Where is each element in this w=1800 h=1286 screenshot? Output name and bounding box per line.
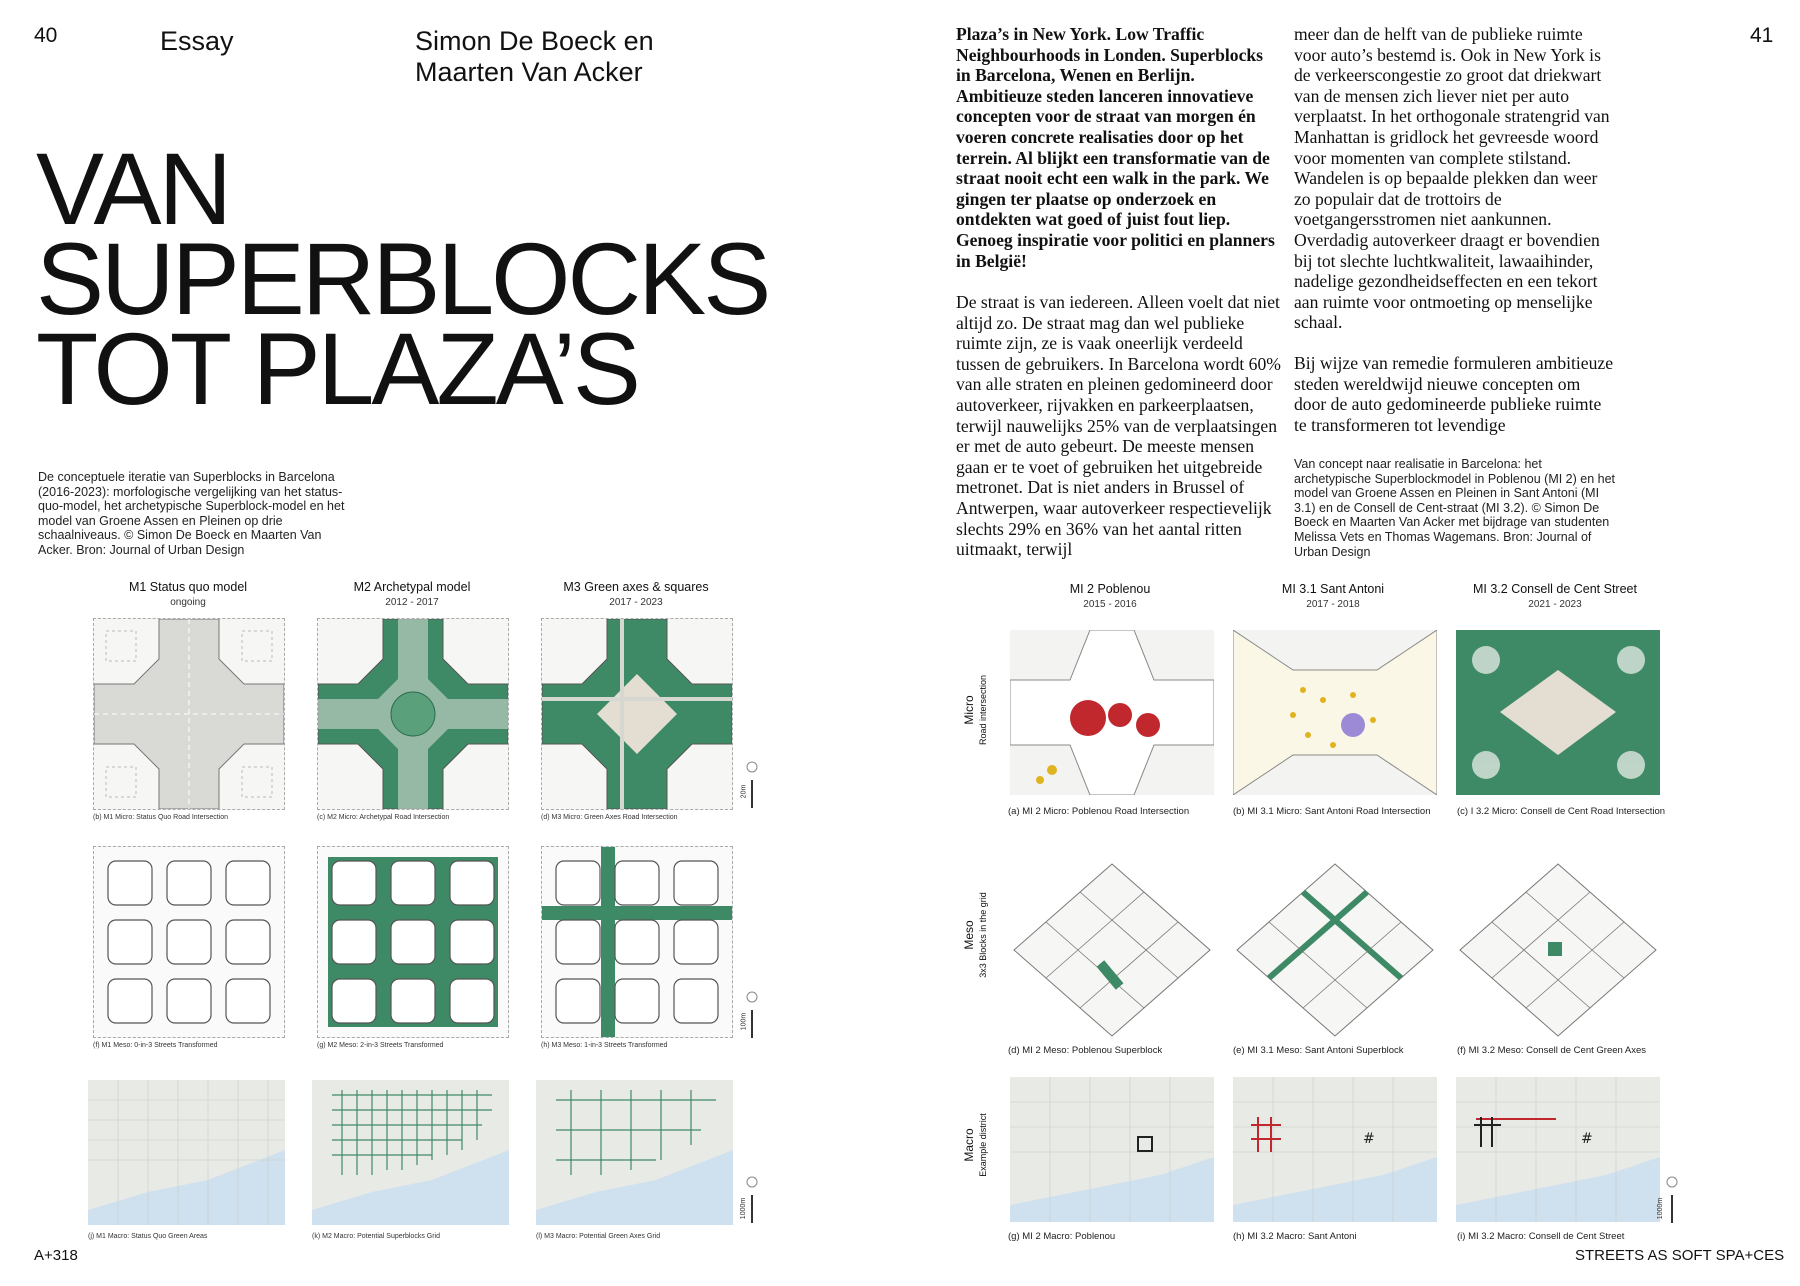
authors [415, 26, 654, 88]
row-label-main: Macro [962, 1128, 976, 1162]
column-header-mi32 [1455, 582, 1655, 612]
column-years: 2017 - 2018 [1306, 599, 1360, 610]
scale-label-20m: 20m [740, 784, 748, 799]
svg-text:#: # [1581, 1131, 1593, 1147]
row-label-main: Micro [962, 695, 976, 725]
mi31-micro-diagram [1233, 630, 1437, 795]
m2-meso-diagram [317, 846, 509, 1038]
title-line-3: TOT PLAZA’S [36, 312, 638, 426]
sublabel-left-r2-3: (h) M3 Meso: 1-in-3 Streets Transformed [541, 1042, 668, 1049]
column-header-m3 [541, 580, 731, 610]
column-header-mi2 [1010, 582, 1210, 612]
mi32-micro-diagram [1456, 630, 1660, 795]
sublabel-left-r1-3: (d) M3 Micro: Green Axes Road Intersection [541, 814, 678, 821]
sublabel-right-r2-3: (f) MI 3.2 Meso: Consell de Cent Green Axes [1457, 1045, 1647, 1056]
column-years: 2015 - 2016 [1083, 599, 1137, 610]
mi32-macro-map [1456, 1077, 1660, 1222]
sublabel-right-r1-2: (b) MI 3.1 Micro: Sant Antoni Road Intersection [1233, 806, 1431, 817]
footer-left: A+318 [34, 1247, 78, 1264]
column-header-m2 [317, 580, 507, 610]
author-line-2: Maarten Van Acker [415, 57, 643, 87]
footer-right: STREETS AS SOFT SPA+CES [1575, 1247, 1785, 1264]
sublabel-right-r1-1: (a) MI 2 Micro: Poblenou Road Intersection [1008, 806, 1190, 817]
sublabel-left-r2-1: (f) M1 Meso: 0-in-3 Streets Transformed [93, 1042, 218, 1049]
m3-meso-diagram [541, 846, 733, 1038]
column-title: M1 Status quo model [128, 580, 248, 594]
lead-paragraph: Plaza’s in New York. Low Traffic Neighbourhoods in Londen. Superblocks in Barcelona, Wenen en Berlijn. Ambitieuze steden lanceren innovatieve concepten voor de straat van morgen én voeren concrete realisaties door op het terrein. Al blijkt een transformatie van de straat nooit echt een walk in the park. We gingen ter plaatse op onderzoek en ontdekten wat goed of juist fout liep. Genoeg inspiratie voor politici en planners in België! [956, 24, 1275, 271]
body-paragraph: meer dan de helft van de publieke ruimte voor auto’s bestemd is. Ook in New York is de verkeerscongestie zo groot dat driekwart van de mensen zich liever niet per auto verplaatst. In het orthogonale stratengrid van Manhattan is gridlock het gevreesde woord voor momenten van complete stilstand. Wandelen is op bepaalde plekken dan weer zo populair dat de trottoirs de voetgangersstromen niet aankunnen. Overdadig autoverkeer draagt er bovendien bij tot slechte luchtkwaliteit, lawaaihinder, nadelige gezondheidseffecten en een tekort aan ruimte voor ontmoeting op menselijke schaal. [1294, 24, 1610, 333]
row-label-sub: Example district [978, 1113, 988, 1177]
m3-micro-diagram [541, 618, 733, 810]
sublabel-right-r3-2: (h) MI 3.2 Macro: Sant Antoni [1233, 1231, 1357, 1242]
column-title: M3 Green axes & squares [563, 580, 709, 594]
section-label: Essay [160, 26, 234, 56]
sublabel-left-r1-2: (c) M2 Micro: Archetypal Road Intersection [317, 814, 450, 821]
sublabel-right-r3-1: (g) MI 2 Macro: Poblenou [1008, 1231, 1116, 1242]
row-label-sub: Road intersection [978, 674, 988, 746]
sublabel-left-r3-2: (k) M2 Macro: Potential Superblocks Grid [312, 1233, 440, 1240]
m1-macro-map [88, 1080, 285, 1225]
row-label-meso [962, 880, 990, 990]
figure-caption-left: De conceptuele iteratie van Superblocks in Barcelona (2016-2023): morfologische vergelijking van het status-quo-model, het archetypische Superblock-model en het model van Groene Assen en Pleinen op drie schaalniveaus. © Simon De Boeck en Maarten Van Acker. Bron: Journal of Urban Design [38, 470, 345, 557]
svg-text:#: # [1363, 1131, 1375, 1147]
page-number-right: 41 [1750, 24, 1774, 47]
mi2-micro-diagram [1010, 630, 1214, 795]
m2-macro-map [312, 1080, 509, 1225]
mi31-macro-map [1233, 1077, 1437, 1222]
scale-label-100m: 100m [740, 1012, 748, 1031]
figure-caption-right: Van concept naar realisatie in Barcelona: het archetypische Superblockmodel in Poblenou (MI 2) en het model van Groene Assen en Pleinen in Sant Antoni (MI 3.1) en de Consell de Cent-straat (MI 3.2). © Simon De Boeck en Maarten Van Acker met bijdrage van studenten Melissa Vets en Thomas Wagemans. Bron: Journal of Urban Design [1294, 457, 1616, 559]
column-title: MI 3.2 Consell de Cent Street [1473, 582, 1637, 596]
column-years: 2012 - 2017 [385, 597, 439, 608]
row-label-macro [962, 1100, 990, 1190]
m1-micro-diagram [93, 618, 285, 810]
title-line-1: VAN [36, 132, 230, 246]
sublabel-left-r3-1: (j) M1 Macro: Status Quo Green Areas [88, 1233, 208, 1240]
m2-micro-diagram [317, 618, 509, 810]
body-column-1: De straat is van iedereen. Alleen voelt dat niet altijd zo. De straat mag dan wel publieke ruimte zijn, ze is vaak oneerlijk verdeeld tussen de gebruikers. In Barcelona wordt 60% van alle straten en pleinen gedomineerd door autoverkeer, rijvakken en parkeerplaatsen, terwijl nauwelijks 25% van de verplaatsingen er met de auto gebeurt. De meeste mensen gaan er te voet of gebruiken het uitgebreide metronet. Dat is niet anders in Brussel of Antwerpen, waar autoverkeer respectievelijk slechts 29% en 36% van het aantal ritten uitmaakt, terwijl [956, 292, 1281, 560]
sublabel-right-r1-3: (c) I 3.2 Micro: Consell de Cent Road Intersection [1457, 806, 1666, 817]
page-number-left: 40 [34, 24, 58, 47]
mi31-meso-diagram [1233, 860, 1437, 1040]
column-title: MI 2 Poblenou [1069, 582, 1151, 596]
column-header-mi31 [1233, 582, 1433, 612]
mi2-meso-diagram [1010, 860, 1214, 1040]
scale-bar-1000m-right [1665, 1175, 1679, 1225]
column-title: MI 3.1 Sant Antoni [1281, 582, 1385, 596]
scale-label-1000m-right: 1000m [1657, 1197, 1665, 1220]
mi32-meso-diagram [1456, 860, 1660, 1040]
column-years: 2021 - 2023 [1528, 599, 1582, 610]
sublabel-left-r1-1: (b) M1 Micro: Status Quo Road Intersection [93, 814, 228, 821]
m3-macro-map [536, 1080, 733, 1225]
mi2-macro-map [1010, 1077, 1214, 1222]
row-label-micro [962, 665, 990, 755]
body-column-2 [1294, 24, 1616, 435]
sublabel-left-r3-3: (l) M3 Macro: Potential Green Axes Grid [536, 1233, 661, 1240]
sublabel-right-r2-1: (d) MI 2 Meso: Poblenou Superblock [1008, 1045, 1163, 1056]
column-years: 2017 - 2023 [609, 597, 663, 608]
column-title: M2 Archetypal model [353, 580, 471, 594]
body-paragraph: Bij wijze van remedie formuleren ambitieuze steden wereldwijd nieuwe concepten om door de auto gedomineerde publieke ruimte te transformeren tot levendige [1294, 352, 1613, 435]
m1-meso-diagram [93, 846, 285, 1038]
sublabel-right-r2-2: (e) MI 3.1 Meso: Sant Antoni Superblock [1233, 1045, 1404, 1056]
column-header-m1 [93, 580, 283, 610]
sublabel-right-r3-3: (i) MI 3.2 Macro: Consell de Cent Street [1457, 1231, 1625, 1242]
scale-label-1000m-left: 1000m [740, 1197, 748, 1220]
title-line-2: SUPERBLOCKS [36, 222, 769, 336]
row-label-main: Meso [962, 920, 976, 950]
article-title [36, 132, 769, 426]
row-label-sub: 3x3 Blocks in the grid [978, 892, 988, 978]
author-line-1: Simon De Boeck en [415, 26, 654, 56]
column-years: ongoing [170, 597, 206, 608]
sublabel-left-r2-2: (g) M2 Meso: 2-in-3 Streets Transformed [317, 1042, 444, 1049]
